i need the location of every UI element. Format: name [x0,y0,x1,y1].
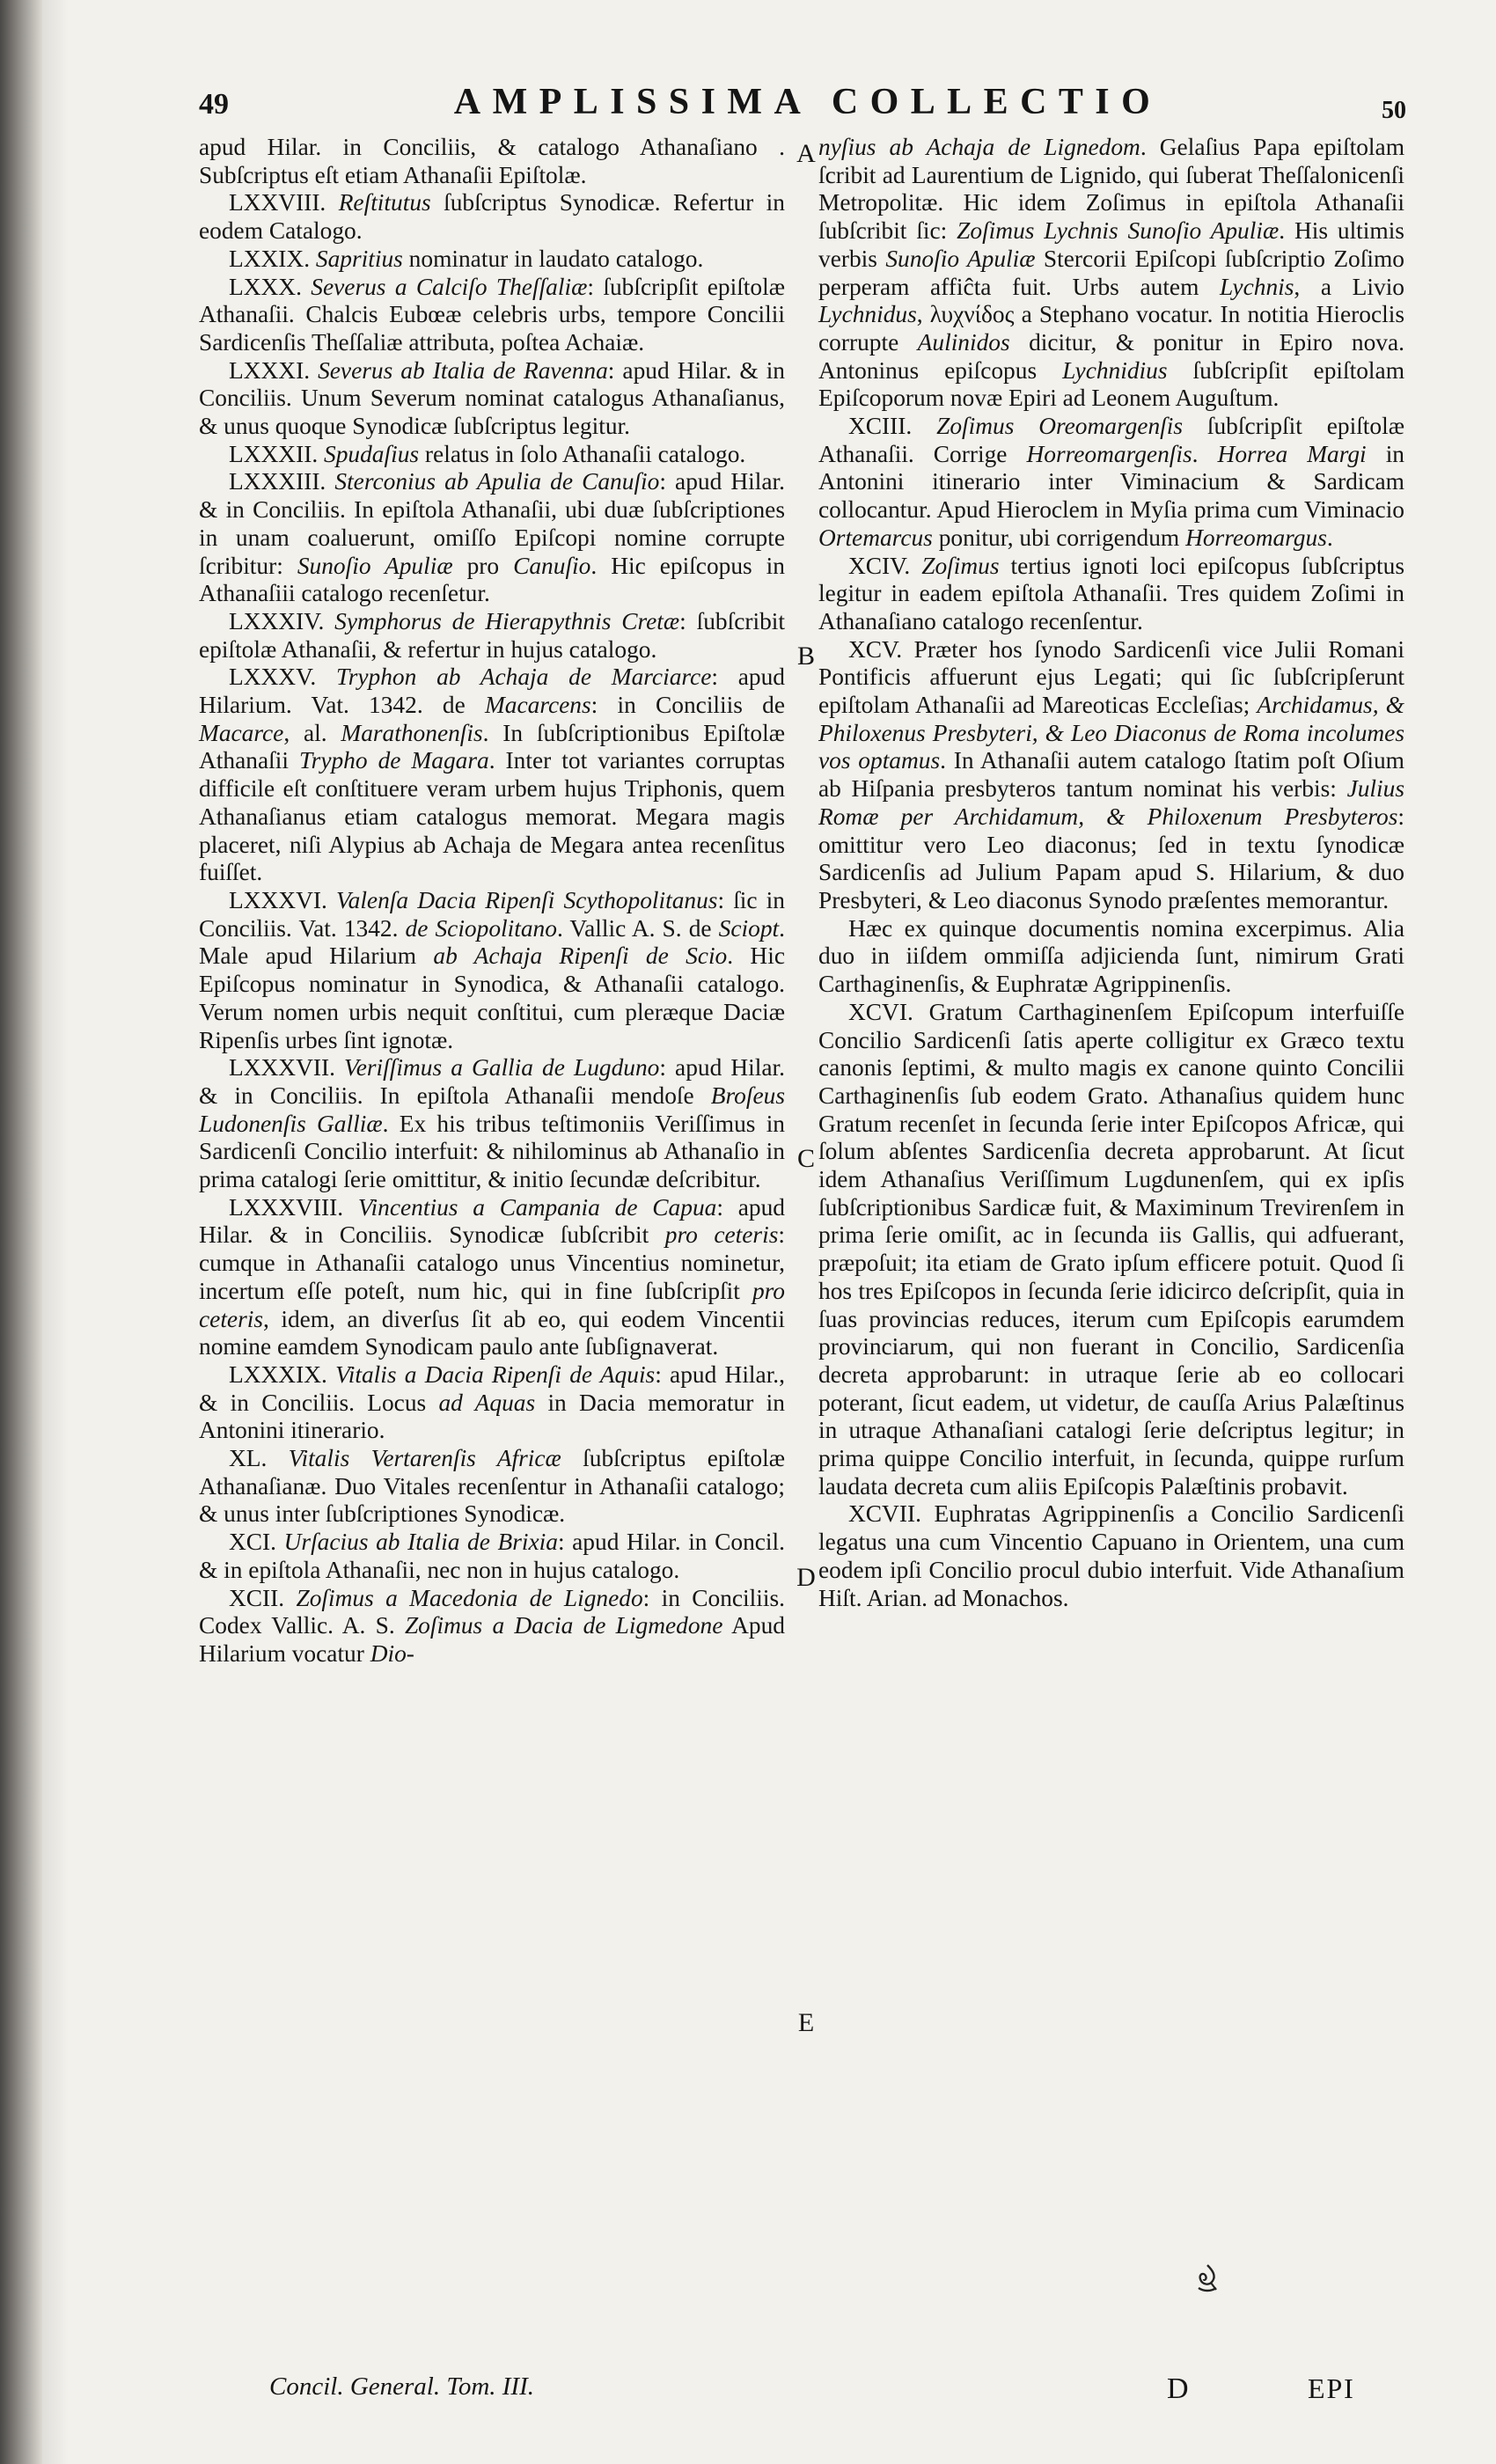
gathering-letter: D [1167,2372,1189,2405]
right-paragraph-4: XCV. Præter hos ſynodo Sardicenſi vice Julii Romani Pontificis affuerunt ejus Legati; qui ſic ſubſcripſerunt epiſtolam Athanaſii ad Mareoticas Eccleſias; Archidamus, & Philoxenus Presbyteri, & Leo Diaconus de Roma incolumes vos optamus. In Athanaſii autem catalogo ſtatim poſt Oſium ab Hiſpania presbyteros tantum nominat his verbis: Julius Romæ per Archidamum, & Philoxenum Presbyteros: omittitur vero Leo diaconus; ſed in textu ſynodicæ Sardicenſis ad Julium Papam apud S. Hilarium, & duo Presbyteri, & Leo diaconus Synodo præſentes memorantur. [818,635,1404,913]
page-footer [199,2372,1417,2408]
left-paragraph-11: LXXXVII. Veriſſimus a Gallia de Lugduno: apud Hilar. & in Conciliis. In epiſtola Athanaſii mendoſe Broſeus Ludonenſis Galliæ. Ex his tribus teſtimoniis Veriſſimus in Sardicenſi Concilio interfuit: & nihilominus ab Athanaſio in prima catalogi ſerie omittitur, & initio ſecundæ deſcribitur. [199,1054,786,1193]
left-paragraph-7: LXXXIII. Sterconius ab Apulia de Canuſio: apud Hilar. & in Conciliis. In epiſtola Athanaſii, ubi duæ ſubſcriptiones in unam coaluerunt, omiſſo Epiſcopi nomine corrupte ſcribitur: Sunoſio Apuliæ pro Canuſio. Hic epiſcopus in Athanaſiii catalogo recenſetur. [199,468,785,607]
left-paragraph-2: LXXVIII. Reſtitutus ſubſcriptus Synodicæ. Refertur in eodem Catalogo. [199,189,785,245]
left-paragraph-5: LXXXI. Severus ab Italia de Ravenna: apud Hilar. & in Conciliis. Unum Severum nominat catalogus Athanaſianus, & unus quoque Synodicæ ſubſcriptus legitur. [199,356,785,440]
left-paragraph-1: apud Hilar. in Conciliis, & catalogo Athanaſiano . Subſcriptus eſt etiam Athanaſii Epiſtolæ. [199,134,785,188]
margin-letter-c: C [796,1144,815,1173]
left-paragraph-10: LXXXVI. Valenſa Dacia Ripenſi Scythopolitanus: ſic in Conciliis. Vat. 1342. de Sciopolitano. Vallic A. S. de Sciopt. Male apud Hilarium ab Achaja Ripenſi de Scio. Hic Epiſcopus nominatur in Synodica, & Athanaſii catalogo. Verum nomen urbis nequit conſtitui, cum pleræque Daciæ Ripenſis urbes ſint ignotæ. [199,886,785,1053]
left-paragraph-6: LXXXII. Spudaſius relatus in ſolo Athanaſii catalogo. [229,440,746,467]
left-page-number: 49 [199,88,229,121]
book-gutter-fade [42,0,69,2464]
right-page-number: 50 [1382,97,1406,124]
volume-signature: Concil. General. Tom. III. [269,2372,534,2401]
right-paragraph-6: XCVI. Gratum Carthaginenſem Epiſcopum interfuiſſe Concilio Sardicenſi ſatis aperte colligitur ex Græco textu canonis ſeptimi, & multo magis ex canone quinto Concilii Carthaginenſis ſub eodem Grato. Athanaſius quidem hunc Gratum recenſet in ſecunda ſerie inter Epiſcopos Africæ, qui ſolum abſentes Sardicenſia decreta approbarunt. At ſicut idem Athanaſius Veriſſimum Lugdunenſem, qui ex ipſis ſubſcriptionibus Sardicæ fuit, & Maximinum Trevirenſem in prima ſerie omiſit, ac in ſecunda iis Gallis, qui adfuerant, præpoſuit; ita etiam de Grato ipſum efficere potuit. Quod ſi hos tres Epiſcopos in ſecunda ſerie idicirco deſcripſit, quia in ſuas provincias reduces, iterum cum Epiſcopis earumdem provinciarum, qui non fuerant in Concilio, Sardicenſia decreta approbarunt: in utraque ſerie ab eo collocari poterant, ſicut eadem, ut videtur, de cauſſa Arius Palæſtinus in utraque Athanaſiani catalogi ſerie deſcriptus legitur; in prima quippe Concilio interfuit, in ſecunda, quippe rurſum laudata decreta cum aliis Epiſcopis Palæſtinis probavit. [818,998,1404,1500]
book-page [199,81,1417,2405]
margin-letter-b: B [796,642,815,671]
left-paragraph-12: LXXXVIII. Vincentius a Campania de Capua: apud Hilar. & in Conciliis. Synodicæ ſubſcribit pro ceteris: cumque in Athanaſii catalogo unus Vincentius nominetur, incertum eſſe poteſt, num hic, qui in fine ſubſcripſit pro ceteris, idem, an diverſus ſit ab eo, qui eodem Vincentii nomine eamdem Synodicam paulo ante ſubſignaverat. [199,1193,785,1360]
left-paragraph-4: LXXX. Severus a Calciſo Theſſaliæ: ſubſcripſit epiſtolæ Athanaſii. Chalcis Eubœæ celebris urbs, tempore Concilii Sardicenſis Theſſaliæ attributa, poſtea Achaiæ. [199,273,785,356]
margin-letter-e: E [797,2008,815,2037]
text-columns [199,134,1417,2307]
left-paragraph-13: LXXXIX. Vitalis a Dacia Ripenſi de Aquis: apud Hilar., & in Conciliis. Locus ad Aquas in Dacia memoratur in Antonini itinerario. [199,1360,785,1444]
right-paragraph-1: nyſius ab Achaja de Lignedom. Gelaſius Papa epiſtolam ſcribit ad Laurentium de Lignido, qui ſuberat Theſſalonicenſi Metropolitæ. Hic idem Zoſimus in epiſtola Athanaſii ſubſcribit ſic: Zoſimus Lychnis Sunoſio Apuliæ. His ultimis verbis Sunoſio Apuliæ Stercorii Epiſcopi ſubſcriptio Zoſimo perperam affiĉta fuit. Urbs autem Lychnis, a Livio Lychnidus, λυχνίδος a Stephano vocatur. In notitia Hieroclis corrupte Aulinidos dicitur, & ponitur in Epiro nova. Antoninus epiſcopus Lychnidius ſubſcripſit epiſtolam Epiſcoporum novæ Epiri ad Leonem Auguſtum. [818,134,1405,412]
printers-ornament-icon [1190,2262,1225,2297]
left-paragraph-3: LXXIX. Sapritius nominatur in laudato catalogo. [229,245,704,272]
margin-letter-a: A [796,139,816,168]
right-paragraph-3: XCIV. Zoſimus tertius ignoti loci epiſcopus ſubſcriptus legitur in eadem epiſtola Athanaſii. Tres quidem Zoſimi in Athanaſiano catalogo recenſentur. [818,552,1404,634]
left-column [199,134,785,1668]
book-gutter-shadow [0,0,42,2464]
catchword: EPI [1308,2372,1355,2404]
right-paragraph-5: Hæc ex quinque documentis nomina excerpimus. Alia duo in iiſdem ommiſſa adjicienda ſunt, nimirum Grati Carthaginenſis, & Euphratæ Agrippinenſis. [818,914,1404,998]
left-paragraph-16: XCII. Zoſimus a Macedonia de Lignedo: in Conciliis. Codex Vallic. A. S. Zoſimus a Dacia de Ligmedone Apud Hilarium vocatur Dio- [199,1584,786,1667]
right-column [818,134,1404,1612]
left-paragraph-9: LXXXV. Tryphon ab Achaja de Marciarce: apud Hilarium. Vat. 1342. de Macarcens: in Conciliis de Macarce, al. Marathonenſis. In ſubſcriptionibus Epiſtolæ Athanaſii Trypho de Magara. Inter tot variantes corruptas difficile eſt conſtituere veram urbem hujus Triphonis, quem Athanaſianus etiam catalogus memorat. Megara magis placeret, niſi Alypius ab Achaja de Megara antea recenſitus fuiſſet. [199,664,786,886]
left-paragraph-8: LXXXIV. Symphorus de Hierapythnis Cretæ: ſubſcribit epiſtolæ Athanaſii, & refertur in hujus catalogo. [199,607,786,663]
margin-letter-d: D [796,1563,816,1592]
right-paragraph-2: XCIII. Zoſimus Oreomargenſis ſubſcripſit epiſtolæ Athanaſii. Corrige Horreomargenſis. Horrea Margi in Antonini itinerario inter Viminacium & Sardicam collocantur. Apud Hieroclem in Myſia prima cum Viminacio Ortemarcus ponitur, ubi corrigendum Horreomargus. [818,413,1404,551]
right-paragraph-7: XCVII. Euphratas Agrippinenſis a Concilio Sardicenſi legatus una cum Vincentio Capuano in Orientem, una cum eodem ipſi Concilio procul dubio interfuit. Vide Athanaſium Hiſt. Arian. ad Monachos. [818,1500,1404,1611]
left-paragraph-14: XL. Vitalis Vertarenſis Africæ ſubſcriptus epiſtolæ Athanaſianæ. Duo Vitales recenſentur in Athanaſii catalogo; & unus inter ſubſcriptiones Synodicæ. [199,1445,785,1528]
running-head [199,81,1417,137]
page-title: AMPLISSIMA COLLECTIO [453,82,1162,122]
left-paragraph-15: XCI. Urſacius ab Italia de Brixia: apud Hilar. in Concil. & in epiſtola Athanaſii, nec non in hujus catalogo. [199,1529,785,1583]
